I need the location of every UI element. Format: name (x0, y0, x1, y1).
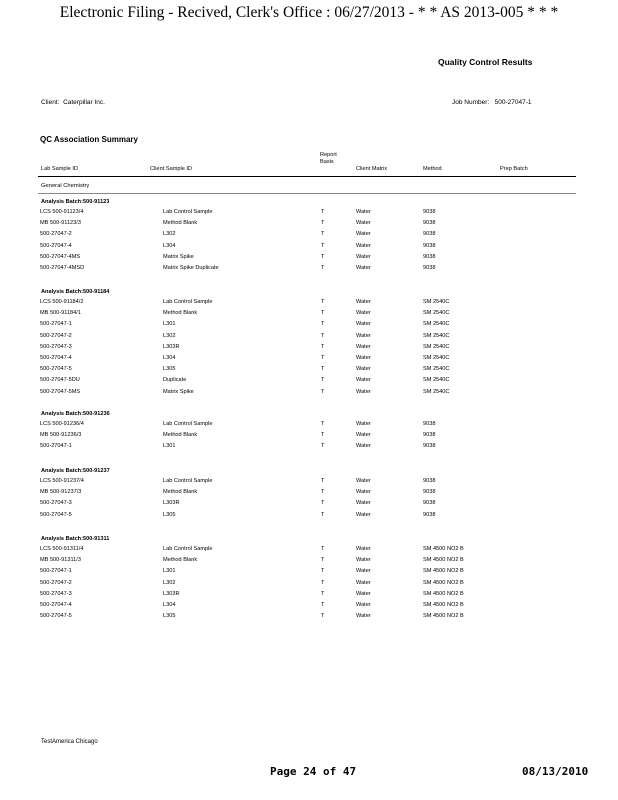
cell-client-sample-id: Lab Control Sample (163, 421, 213, 427)
cell-client-sample-id: Matrix Spike (163, 253, 194, 260)
cell-method: SM 2540C (423, 355, 450, 361)
cell-report-basis: T (321, 511, 325, 518)
cell-method: 9038 (423, 443, 436, 450)
cell-client-sample-id: Method Blank (163, 432, 198, 439)
cell-client-matrix: Water (356, 421, 371, 427)
table-row (0, 209, 618, 220)
col-header-report-basis (320, 152, 337, 166)
cell-report-basis: T (321, 332, 325, 339)
table-row (0, 557, 618, 568)
batch-title: Analysis Batch:500-91311 (41, 536, 110, 542)
cell-report-basis: T (321, 220, 325, 227)
table-row (0, 546, 618, 557)
cell-report-basis: T (321, 421, 325, 427)
cell-report-basis: T (321, 253, 325, 260)
cell-report-basis: T (321, 265, 325, 271)
cell-client-matrix: Water (356, 355, 371, 361)
cell-client-sample-id: Lab Control Sample (163, 546, 213, 552)
footer-date: 08/13/2010 (522, 765, 589, 778)
col-header-method: Method (423, 166, 442, 172)
cell-report-basis: T (321, 355, 325, 361)
cell-lab-sample-id: 500-27047-5MS (40, 388, 81, 395)
table-row (0, 432, 618, 443)
client-label: Client: (41, 99, 60, 106)
table-row (0, 366, 618, 377)
cell-lab-sample-id: 500-27047-5DU (40, 377, 80, 384)
cell-client-sample-id: L304 (163, 355, 176, 361)
table-row (0, 333, 618, 344)
batch-title: Analysis Batch:500-91184 (41, 289, 110, 295)
cell-client-matrix: Water (356, 242, 371, 249)
page-number: Page 24 of 47 (270, 765, 357, 778)
summary-title: QC Association Summary (40, 135, 138, 144)
batch-title: Analysis Batch:500-91237 (41, 468, 110, 474)
cell-method: SM 2540C (423, 343, 450, 350)
table-row (0, 500, 618, 511)
cell-report-basis: T (321, 343, 325, 350)
cell-method: SM 2540C (423, 377, 450, 384)
cell-client-sample-id: L305 (163, 613, 176, 620)
cell-lab-sample-id: 500-27047-2 (40, 332, 72, 339)
cell-lab-sample-id: 500-27047-5 (40, 366, 72, 373)
table-row (0, 568, 618, 579)
cell-client-sample-id: Method Blank (163, 489, 198, 496)
cell-client-sample-id: L302 (163, 231, 176, 238)
cell-lab-sample-id: 500-27047-4 (40, 242, 72, 249)
cell-method: 9038 (423, 511, 436, 518)
cell-client-matrix: Water (356, 602, 371, 608)
table-row (0, 355, 618, 366)
cell-report-basis: T (321, 377, 325, 384)
cell-method: SM 4500 NO2 B (423, 568, 464, 575)
batch-title: Analysis Batch:500-91123 (41, 199, 110, 205)
cell-method: SM 4500 NO2 B (423, 602, 464, 608)
header-rule (38, 176, 576, 177)
col-header-client-sample-id: Client Sample ID (150, 166, 192, 172)
table-row (0, 321, 618, 332)
cell-method: 9038 (423, 432, 436, 439)
cell-client-matrix: Water (356, 568, 371, 575)
table-row (0, 443, 618, 454)
cell-lab-sample-id: 500-27047-3 (40, 500, 72, 507)
cell-lab-sample-id: 500-27047-4MS (40, 253, 81, 260)
cell-client-matrix: Water (356, 590, 371, 597)
table-row (0, 310, 618, 321)
cell-client-matrix: Water (356, 613, 371, 620)
cell-lab-sample-id: MB 500-91184/1 (40, 310, 81, 317)
table-row (0, 613, 618, 624)
cell-method: 9038 (423, 242, 436, 249)
table-row (0, 512, 618, 523)
cell-method: SM 4500 NO2 B (423, 590, 464, 597)
cell-method: SM 2540C (423, 321, 450, 328)
cell-report-basis: T (321, 366, 325, 373)
cell-lab-sample-id: LCS 500-91184/2 (40, 299, 84, 305)
table-row (0, 389, 618, 400)
cell-report-basis: T (321, 613, 325, 620)
cell-lab-sample-id: 500-27047-2 (40, 231, 72, 238)
cell-client-matrix: Water (356, 546, 371, 552)
cell-lab-sample-id: 500-27047-1 (40, 321, 72, 328)
cell-client-sample-id: Method Blank (163, 310, 198, 317)
cell-report-basis: T (321, 546, 325, 552)
client-name: Caterpillar Inc. (63, 99, 105, 106)
table-row (0, 231, 618, 242)
cell-method: SM 4500 NO2 B (423, 546, 464, 552)
cell-lab-sample-id: 500-27047-3 (40, 343, 72, 350)
filing-banner: Electronic Filing - Recived, Clerk's Office : 06/27/2013 - * * AS 2013-005 * * * (59, 4, 559, 21)
cell-lab-sample-id: 500-27047-2 (40, 579, 72, 586)
cell-method: 9038 (423, 478, 436, 484)
cell-lab-sample-id: 500-27047-5 (40, 511, 72, 518)
cell-method: SM 2540C (423, 388, 450, 395)
cell-client-sample-id: L301 (163, 321, 176, 328)
job-number: 500-27047-1 (494, 99, 532, 106)
cell-method: SM 2540C (423, 299, 450, 305)
cell-client-sample-id: L304 (163, 602, 176, 608)
cell-lab-sample-id: 500-27047-4 (40, 602, 72, 608)
cell-method: SM 4500 NO2 B (423, 557, 464, 564)
table-row (0, 243, 618, 254)
cell-report-basis: T (321, 579, 325, 586)
cell-method: 9038 (423, 220, 436, 227)
cell-report-basis: T (321, 602, 325, 608)
cell-client-matrix: Water (356, 321, 371, 328)
cell-client-matrix: Water (356, 489, 371, 496)
cell-client-sample-id: L302 (163, 332, 176, 339)
cell-client-sample-id: Method Blank (163, 557, 198, 564)
cell-client-sample-id: Matrix Spike (163, 388, 194, 395)
cell-report-basis: T (321, 388, 325, 395)
cell-client-sample-id: L303R (163, 343, 180, 350)
cell-report-basis: T (321, 310, 325, 317)
table-row (0, 299, 618, 310)
section-label: General Chemistry (41, 183, 90, 189)
job-label: Job Number: (452, 99, 490, 106)
cell-report-basis: T (321, 432, 325, 439)
cell-client-sample-id: L303R (163, 590, 180, 597)
cell-report-basis: T (321, 231, 325, 238)
cell-method: SM 2540C (423, 332, 450, 339)
cell-method: 9038 (423, 265, 436, 271)
cell-method: SM 4500 NO2 B (423, 579, 464, 586)
cell-client-sample-id: L301 (163, 443, 176, 450)
cell-report-basis: T (321, 321, 325, 328)
cell-client-matrix: Water (356, 432, 371, 439)
cell-report-basis: T (321, 557, 325, 564)
cell-client-sample-id: L304 (163, 242, 176, 249)
cell-client-sample-id: L302 (163, 579, 176, 586)
cell-report-basis: T (321, 299, 325, 305)
col-header-prep-batch: Prep Batch (500, 166, 528, 172)
cell-client-matrix: Water (356, 220, 371, 227)
cell-client-matrix: Water (356, 478, 371, 484)
cell-lab-sample-id: MB 500-91237/3 (40, 489, 82, 496)
cell-client-matrix: Water (356, 377, 371, 384)
cell-report-basis: T (321, 489, 325, 496)
cell-report-basis: T (321, 209, 325, 215)
col-header-report-basis-line2: Basis (320, 159, 334, 165)
cell-method: SM 2540C (423, 310, 450, 317)
batch-title: Analysis Batch:500-91236 (41, 411, 110, 417)
cell-method: SM 2540C (423, 366, 450, 373)
col-header-report-basis-line1: Report (320, 152, 337, 158)
cell-client-matrix: Water (356, 579, 371, 586)
cell-client-matrix: Water (356, 388, 371, 395)
cell-client-sample-id: Lab Control Sample (163, 478, 213, 484)
cell-client-sample-id: Matrix Spike Duplicate (163, 265, 219, 271)
job-info (452, 99, 532, 106)
cell-client-sample-id: L301 (163, 568, 176, 575)
cell-client-matrix: Water (356, 557, 371, 564)
cell-report-basis: T (321, 500, 325, 507)
cell-client-sample-id: L305 (163, 511, 176, 518)
cell-client-matrix: Water (356, 231, 371, 238)
cell-client-sample-id: L303R (163, 500, 180, 507)
cell-client-matrix: Water (356, 443, 371, 450)
cell-lab-sample-id: 500-27047-3 (40, 590, 72, 597)
cell-client-matrix: Water (356, 265, 371, 271)
cell-client-matrix: Water (356, 310, 371, 317)
table-row (0, 602, 618, 613)
table-row (0, 265, 618, 276)
cell-method: 9038 (423, 209, 436, 215)
cell-report-basis: T (321, 443, 325, 450)
cell-client-sample-id: Duplicate (163, 377, 187, 384)
table-row (0, 377, 618, 388)
cell-method: SM 4500 NO2 B (423, 613, 464, 620)
cell-lab-sample-id: LCS 500-91123/4 (40, 209, 84, 215)
cell-lab-sample-id: 500-27047-5 (40, 613, 72, 620)
table-row (0, 220, 618, 231)
table-row (0, 580, 618, 591)
cell-report-basis: T (321, 590, 325, 597)
cell-client-sample-id: L305 (163, 366, 176, 373)
cell-client-matrix: Water (356, 209, 371, 215)
footer-lab-name: TestAmerica Chicago (41, 739, 98, 745)
cell-method: 9038 (423, 231, 436, 238)
cell-client-sample-id: Lab Control Sample (163, 209, 213, 215)
cell-method: 9038 (423, 500, 436, 507)
cell-client-matrix: Water (356, 253, 371, 260)
table-row (0, 591, 618, 602)
cell-lab-sample-id: LCS 500-91236/4 (40, 421, 84, 427)
cell-method: 9038 (423, 489, 436, 496)
cell-client-matrix: Water (356, 511, 371, 518)
cell-client-matrix: Water (356, 500, 371, 507)
cell-client-matrix: Water (356, 299, 371, 305)
cell-client-matrix: Water (356, 366, 371, 373)
table-row (0, 344, 618, 355)
section-rule (38, 193, 576, 194)
col-header-lab-sample-id: Lab Sample ID (41, 166, 79, 172)
client-info (41, 99, 105, 106)
cell-lab-sample-id: MB 500-91236/3 (40, 432, 82, 439)
table-row (0, 254, 618, 265)
table-row (0, 489, 618, 500)
cell-lab-sample-id: LCS 500-91237/4 (40, 478, 84, 484)
cell-lab-sample-id: 500-27047-4 (40, 355, 72, 361)
report-title: Quality Control Results (438, 57, 533, 67)
table-row (0, 478, 618, 489)
cell-client-sample-id: Method Blank (163, 220, 198, 227)
cell-lab-sample-id: MB 500-91123/3 (40, 220, 81, 227)
cell-client-matrix: Water (356, 343, 371, 350)
cell-lab-sample-id: 500-27047-1 (40, 443, 72, 450)
cell-method: 9038 (423, 421, 436, 427)
cell-lab-sample-id: 500-27047-1 (40, 568, 72, 575)
cell-lab-sample-id: 500-27047-4MSD (40, 265, 85, 271)
cell-report-basis: T (321, 568, 325, 575)
cell-client-sample-id: Lab Control Sample (163, 299, 213, 305)
cell-lab-sample-id: LCS 500-91311/4 (40, 546, 84, 552)
col-header-client-matrix: Client Matrix (356, 166, 388, 172)
cell-report-basis: T (321, 478, 325, 484)
cell-report-basis: T (321, 242, 325, 249)
cell-lab-sample-id: MB 500-91311/3 (40, 557, 81, 564)
table-row (0, 421, 618, 432)
cell-client-matrix: Water (356, 332, 371, 339)
cell-method: 9038 (423, 253, 436, 260)
